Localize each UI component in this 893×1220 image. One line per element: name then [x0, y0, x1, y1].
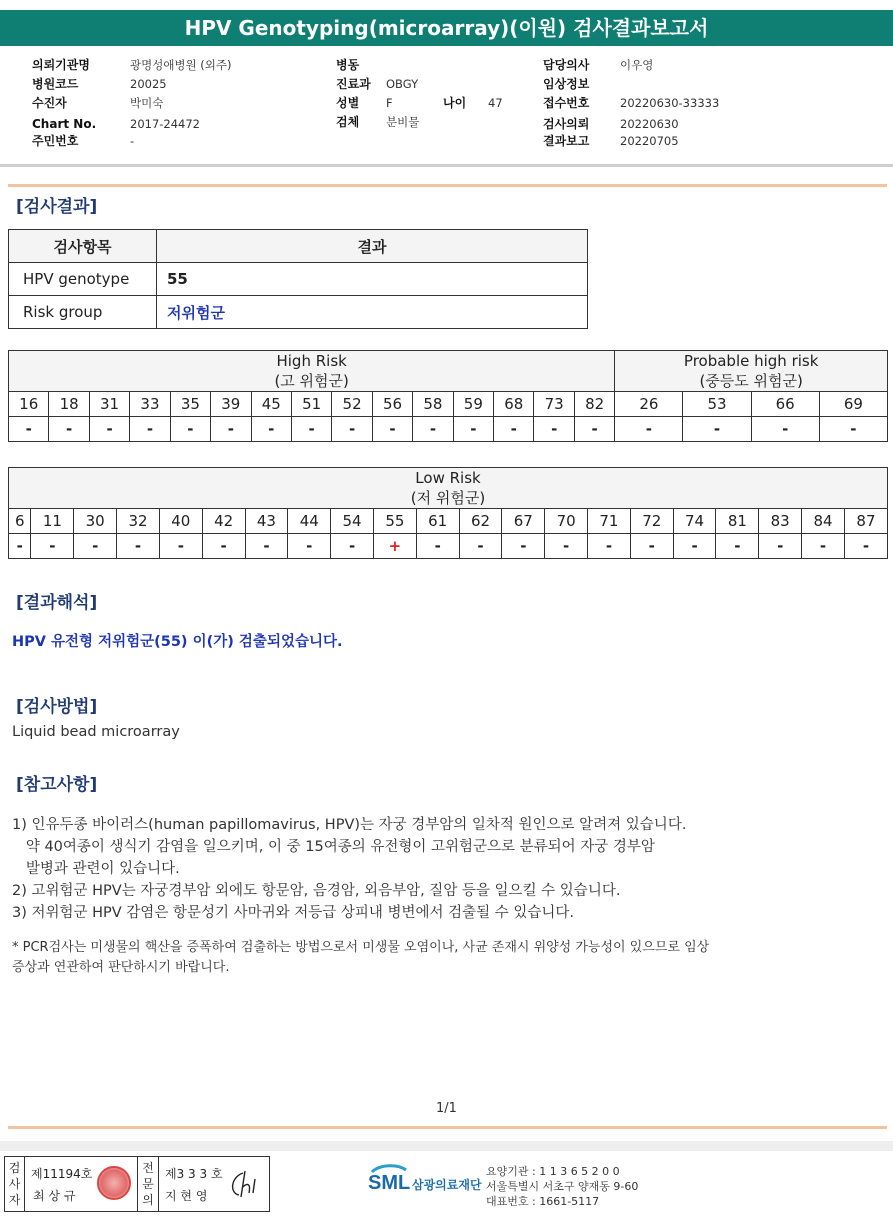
- genotype-result-cell: -: [574, 417, 614, 442]
- genotype-result-cell: -: [159, 534, 202, 559]
- info-label: 주민번호: [32, 134, 79, 148]
- genotype-number-cell: 66: [751, 392, 819, 417]
- genotype-number-cell: 30: [74, 509, 117, 534]
- genotype-result-cell: -: [759, 534, 802, 559]
- report-title: HPV Genotyping(microarray)(이원) 검사결과보고서: [0, 10, 893, 46]
- patient-info: [0, 0, 893, 160]
- footer-gray-divider: [0, 1141, 893, 1151]
- genotype-number-cell: 32: [117, 509, 160, 534]
- low-risk-table: [8, 467, 888, 559]
- info-label: 성별: [336, 96, 360, 110]
- info-label: 검사의뢰: [543, 117, 590, 131]
- genotype-number-cell: 68: [494, 392, 534, 417]
- genotype-result-cell: -: [844, 534, 887, 559]
- genotype-number-cell: 67: [502, 509, 545, 534]
- genotype-result-cell: -: [683, 417, 751, 442]
- genotype-result-cell: -: [372, 417, 412, 442]
- genotype-result-cell: -: [202, 534, 245, 559]
- specialist-number: 제3 3 3 호: [165, 1167, 223, 1181]
- info-label: 결과보고: [543, 134, 590, 148]
- genotype-number-cell: 16: [9, 392, 49, 417]
- genotype-result-cell: -: [9, 534, 31, 559]
- genotype-result-cell: -: [170, 417, 210, 442]
- result-section-title: [검사결과]: [16, 197, 98, 217]
- table-row: [9, 296, 588, 329]
- genotype-number-cell: 61: [416, 509, 459, 534]
- genotype-result-cell: -: [615, 417, 683, 442]
- genotype-result-cell: -: [416, 534, 459, 559]
- genotype-result-cell: -: [502, 534, 545, 559]
- genotype-number-cell: 53: [683, 392, 751, 417]
- genotype-number-cell: 31: [89, 392, 129, 417]
- probable-risk-subtitle: (중등도 위험군): [699, 372, 803, 390]
- genotype-result-cell: -: [291, 417, 331, 442]
- info-label: 검체: [336, 115, 360, 129]
- examiner-label: 검 사 자: [5, 1157, 25, 1211]
- genotype-number-cell: 55: [373, 509, 416, 534]
- note-line: 1) 인유두종 바이러스(human papillomavirus, HPV)는 자궁 경부암의 일차적 원인으로 알려져 있습니다.: [12, 817, 687, 833]
- genotype-result-cell: -: [630, 534, 673, 559]
- genotype-result-cell: -: [453, 417, 493, 442]
- genotype-result-cell: -: [413, 417, 453, 442]
- genotype-result-cell: -: [802, 534, 845, 559]
- specialist-label: 전 문 의: [137, 1157, 159, 1211]
- genotype-result-cell: -: [31, 534, 74, 559]
- logo-text: SML: [368, 1172, 411, 1194]
- org-care-code: 요양기관 : 1 1 3 6 5 2 0 0: [486, 1165, 620, 1178]
- genotype-result-cell: -: [716, 534, 759, 559]
- risk-group-label: Risk group: [9, 296, 157, 329]
- high-risk-table: [8, 350, 888, 442]
- org-address: 서울특별시 서초구 양재동 9-60: [486, 1180, 639, 1193]
- info-value: 이우영: [620, 58, 654, 72]
- result-col-result: 결과: [157, 230, 588, 263]
- notes-list: [12, 814, 686, 924]
- high-risk-header: [9, 351, 615, 392]
- genotype-number-cell: 40: [159, 509, 202, 534]
- genotype-number-cell: 74: [673, 509, 716, 534]
- genotype-number-cell: 56: [372, 392, 412, 417]
- interpretation-section-title: [결과해석]: [16, 593, 98, 613]
- genotype-result-cell: -: [819, 417, 887, 442]
- genotype-result-cell: -: [251, 417, 291, 442]
- info-label: 임상정보: [543, 77, 590, 91]
- footnote-line: * PCR검사는 미생물의 핵산을 증폭하여 검출하는 방법으로서 미생물 오염이나, 사균 존재시 위양성 가능성이 있으므로 임상: [12, 940, 710, 955]
- header-divider: [0, 164, 893, 167]
- age-label: 나이: [443, 96, 467, 110]
- specialist-signature: [225, 1167, 265, 1201]
- info-value: 20220630: [620, 117, 679, 131]
- genotype-number-cell: 42: [202, 509, 245, 534]
- info-label: 담당의사: [543, 58, 590, 72]
- info-value: 20220705: [620, 134, 679, 148]
- footnote-line: 증상과 연관하여 판단하시기 바랍니다.: [12, 960, 230, 975]
- risk-group-value: 저위험군: [157, 296, 588, 329]
- info-label: 접수번호: [543, 96, 590, 110]
- method-text: Liquid bead microarray: [12, 724, 180, 740]
- genotype-number-cell: 70: [545, 509, 588, 534]
- info-label: Chart No.: [32, 117, 97, 131]
- genotype-number-cell: 71: [588, 509, 631, 534]
- genotype-result-cell: -: [588, 534, 631, 559]
- genotype-result-cell: -: [751, 417, 819, 442]
- info-value: OBGY: [386, 77, 419, 91]
- genotype-number-cell: 87: [844, 509, 887, 534]
- genotype-result-cell: -: [331, 534, 374, 559]
- genotype-number-cell: 83: [759, 509, 802, 534]
- info-value: F: [386, 96, 393, 110]
- low-risk-title: Low Risk: [415, 469, 481, 487]
- table-row: [9, 263, 588, 296]
- genotype-result-cell: +: [373, 534, 416, 559]
- probable-risk-title: Probable high risk: [683, 352, 819, 370]
- info-value: 광명성애병원 (외주): [130, 58, 232, 72]
- genotype-number-cell: 54: [331, 509, 374, 534]
- genotype-result-cell: -: [9, 417, 49, 442]
- genotype-result-cell: -: [49, 417, 89, 442]
- age-value: 47: [488, 96, 503, 110]
- probable-risk-header: [615, 351, 888, 392]
- result-col-item: 검사항목: [9, 230, 157, 263]
- genotype-number-cell: 43: [245, 509, 288, 534]
- genotype-number-cell: 44: [288, 509, 331, 534]
- interpretation-text: HPV 유전형 저위험군(55) 이(가) 검출되었습니다.: [12, 634, 343, 650]
- info-label: 병동: [336, 58, 360, 72]
- genotype-number-cell: 45: [251, 392, 291, 417]
- info-value: -: [130, 134, 135, 148]
- method-section-title: [검사방법]: [16, 697, 98, 717]
- info-value: 2017-24472: [130, 117, 200, 131]
- genotype-number-cell: 6: [9, 509, 31, 534]
- footer-divider: [8, 1126, 887, 1129]
- genotype-number-cell: 52: [332, 392, 372, 417]
- genotype-result-cell: -: [534, 417, 574, 442]
- org-phone: 대표번호 : 1661-5117: [486, 1195, 600, 1208]
- info-label: 의뢰기관명: [32, 58, 90, 72]
- note-line: 3) 저위험군 HPV 감염은 항문성기 사마귀와 저등급 상피내 병변에서 검출될 수 있습니다.: [12, 905, 574, 921]
- high-risk-subtitle: (고 위험군): [274, 372, 349, 390]
- genotype-number-cell: 82: [574, 392, 614, 417]
- genotype-value: 55: [157, 263, 588, 296]
- signature-box: [4, 1156, 270, 1212]
- genotype-number-cell: 59: [453, 392, 493, 417]
- genotype-number-cell: 33: [130, 392, 170, 417]
- genotype-result-cell: -: [494, 417, 534, 442]
- note-line: 약 40여종이 생식기 감염을 일으키며, 이 중 15여종의 유전형이 고위험군으로 분류되어 자궁 경부암: [12, 839, 655, 855]
- footnote: [12, 938, 709, 978]
- genotype-number-cell: 72: [630, 509, 673, 534]
- genotype-label: HPV genotype: [9, 263, 157, 296]
- info-value: 분비물: [386, 115, 420, 129]
- genotype-number-cell: 51: [291, 392, 331, 417]
- genotype-result-cell: -: [211, 417, 251, 442]
- genotype-number-cell: 81: [716, 509, 759, 534]
- org-logo: [366, 1162, 410, 1198]
- notes-section-title: [참고사항]: [16, 775, 98, 795]
- genotype-number-cell: 18: [49, 392, 89, 417]
- info-value: 박미숙: [130, 96, 164, 110]
- genotype-result-cell: -: [332, 417, 372, 442]
- examiner-name: 최 상 규: [33, 1189, 76, 1203]
- genotype-result-cell: -: [288, 534, 331, 559]
- note-line: 발병과 관련이 있습니다.: [12, 861, 180, 877]
- genotype-number-cell: 84: [802, 509, 845, 534]
- org-name: 삼광의료재단: [412, 1178, 482, 1192]
- high-risk-title: High Risk: [276, 352, 347, 370]
- genotype-number-cell: 39: [211, 392, 251, 417]
- genotype-result-cell: -: [245, 534, 288, 559]
- genotype-result-cell: -: [459, 534, 502, 559]
- section-divider: [8, 184, 887, 187]
- info-label: 수진자: [32, 96, 67, 110]
- info-value: 20025: [130, 77, 167, 91]
- genotype-result-cell: -: [673, 534, 716, 559]
- examiner-number: 제11194호: [31, 1167, 93, 1181]
- low-risk-header: [9, 468, 888, 509]
- info-label: 진료과: [336, 77, 371, 91]
- note-line: 2) 고위험군 HPV는 자궁경부암 외에도 항문암, 음경암, 외음부암, 질암 등을 일으킬 수 있습니다.: [12, 883, 621, 899]
- genotype-number-cell: 69: [819, 392, 887, 417]
- low-risk-subtitle: (저 위험군): [410, 489, 486, 507]
- genotype-number-cell: 35: [170, 392, 210, 417]
- genotype-result-cell: -: [545, 534, 588, 559]
- examiner-seal: [97, 1166, 131, 1200]
- info-label: 병원코드: [32, 77, 79, 91]
- genotype-number-cell: 62: [459, 509, 502, 534]
- info-value: 20220630-33333: [620, 96, 720, 110]
- page-number: 1/1: [436, 1101, 457, 1116]
- result-table: [8, 229, 588, 329]
- genotype-number-cell: 11: [31, 509, 74, 534]
- specialist-name: 지 현 영: [165, 1189, 208, 1203]
- genotype-result-cell: -: [74, 534, 117, 559]
- genotype-number-cell: 73: [534, 392, 574, 417]
- genotype-result-cell: -: [89, 417, 129, 442]
- genotype-number-cell: 58: [413, 392, 453, 417]
- genotype-result-cell: -: [130, 417, 170, 442]
- genotype-result-cell: -: [117, 534, 160, 559]
- genotype-number-cell: 26: [615, 392, 683, 417]
